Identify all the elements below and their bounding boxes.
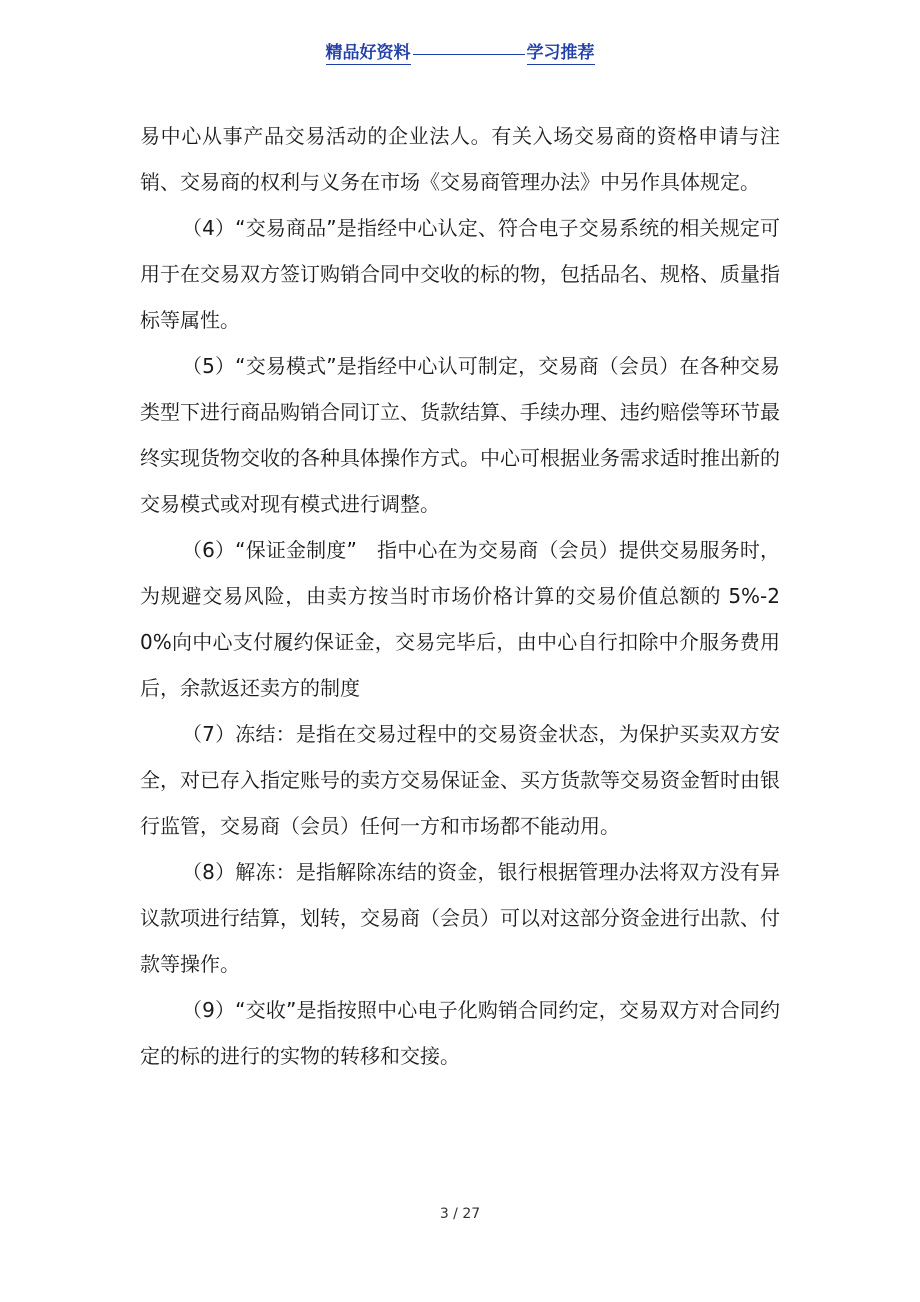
header-separator-line [413,54,525,55]
paragraph-item-7: （7）冻结：是指在交易过程中的交易资金状态，为保护买卖双方安全，对已存入指定账号的卖方交易保证金、买方货款等交易资金暂时由银行监管，交易商（会员）任何一方和市场都不能动用。 [140,722,780,838]
page-header [0,38,920,63]
paragraph-item-8: （8）解冻：是指解除冻结的资金，银行根据管理办法将双方没有异议款项进行结算，划转，交易商（会员）可以对这部分资金进行出款、付款等操作。 [140,860,780,976]
header-left-text: 精品好资料 [325,43,411,63]
paragraph-item-4: （4）“交易商品”是指经中心认定、符合电子交易系统的相关规定可用于在交易双方签订购销合同中交收的标的物，包括品名、规格、质量指标等属性。 [140,216,780,332]
paragraph-item-9: （9）“交收”是指按照中心电子化购销合同约定，交易双方对合同约定的标的进行的实物的转移和交接。 [140,998,780,1068]
header-right-text: 学习推荐 [526,43,595,63]
paragraph-item-5: （5）“交易模式”是指经中心认可制定，交易商（会员）在各种交易类型下进行商品购销合同订立、货款结算、手续办理、违约赔偿等环节最终实现货物交收的各种具体操作方式。中心可根据业务需求适时推出新的交易模式或对现有模式进行调整。 [140,354,780,516]
document-body [140,113,780,1079]
paragraph-continuation: 易中心从事产品交易活动的企业法人。有关入场交易商的资格申请与注销、交易商的权利与义务在市场《交易商管理办法》中另作具体规定。 [140,124,780,194]
page-number: 3 / 27 [439,1206,481,1222]
paragraph-item-6: （6）“保证金制度” 指中心在为交易商（会员）提供交易服务时，为规避交易风险，由卖方按当时市场价格计算的交易价值总额的 5%-20%向中心支付履约保证金，交易完毕后，由中心自行扣除中介服务费用后，余款返还卖方的制度 [140,538,780,700]
